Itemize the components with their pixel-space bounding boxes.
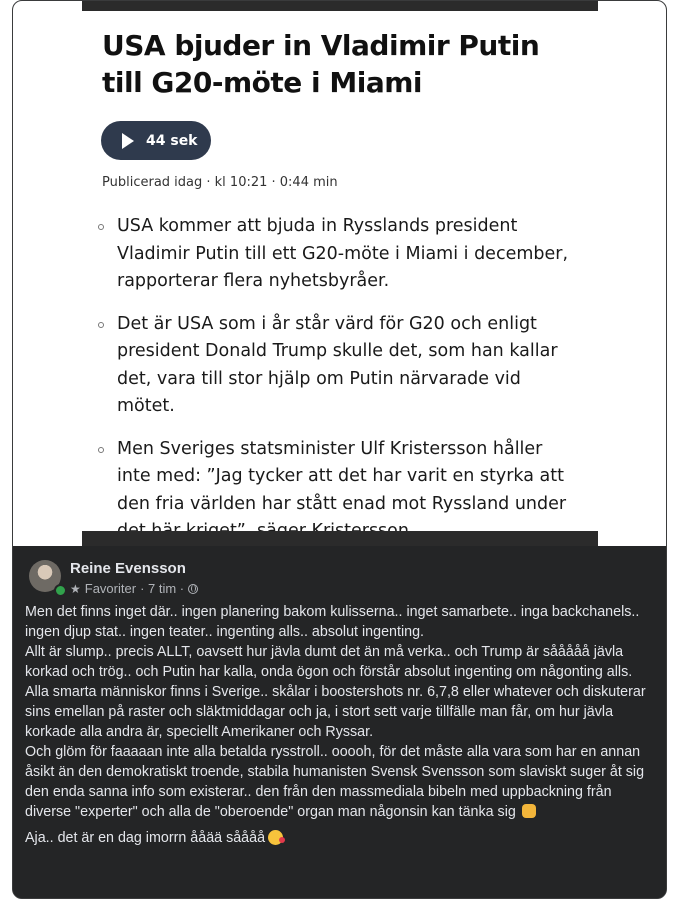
bullet-item: Men Sveriges statsminister Ulf Kristersson håller inte med: ”Jag tycker att det har varit en styrka att den fria världen har stått enad mot Ryssland under bbox=[98, 436, 578, 546]
article-bullets bbox=[98, 213, 578, 561]
star-icon: ★ bbox=[70, 581, 81, 596]
post-paragraph: Alla smarta människor finns i Sverige.. skålar i boostershots nr. 6,7,8 eller whatever och diskuterar sins emellan på raster och släktmiddagar och ja, i stort sett varje tillfälle man får, om hur jävla korkade alla andra är, speciellt Amerikaner och Ryssar. bbox=[25, 684, 646, 740]
play-icon bbox=[122, 133, 134, 149]
published-info: Publicerad idag · kl 10:21 · 0:44 min bbox=[102, 175, 338, 190]
screenshot-bottom-bar bbox=[82, 531, 598, 546]
article-page bbox=[82, 1, 598, 546]
audience-label[interactable]: Favoriter bbox=[84, 581, 137, 596]
post-paragraph: Allt är slump.. precis ALLT, oavsett hur jävla dumt det än må verka.. och Trump är sååååå jävla korkad och trög.. och Putin har kalla, onda ögon och förstår absolut ingenting om någonting alls. bbox=[25, 644, 633, 680]
online-status-icon bbox=[54, 584, 67, 597]
post-paragraph: Men det finns inget där.. ingen planering bakom kulisserna.. inget samarbete.. inga backchanels.. ingen djup stat.. ingen teater.. ingenting alls.. absolut ingenting. bbox=[25, 604, 640, 640]
video-play-button[interactable] bbox=[101, 121, 211, 160]
post-closing: Aja.. det är en dag imorrn ååää såååå bbox=[25, 828, 657, 848]
bullet-item: Det är USA som i år står värd för G20 och enligt president Donald Trump skulle det, som han kallar det, vara till stor hjälp om Putin närvarade vid mötet. bbox=[98, 311, 578, 421]
video-duration: 44 sek bbox=[146, 132, 198, 149]
post-content bbox=[13, 546, 667, 899]
post-card bbox=[12, 0, 667, 899]
bullet-icon bbox=[98, 447, 104, 453]
post-time[interactable]: · 7 tim · bbox=[140, 581, 185, 596]
ok-hand-emoji-icon bbox=[522, 804, 536, 818]
post-meta bbox=[70, 581, 198, 596]
article-headline: USA bjuder in Vladimir Putin till G20-möte i Miami bbox=[102, 29, 540, 99]
bullet-icon bbox=[98, 224, 104, 230]
bullet-icon bbox=[98, 322, 104, 328]
post-text bbox=[25, 602, 657, 848]
screenshot-top-bar bbox=[82, 1, 598, 11]
kissing-face-emoji-icon bbox=[268, 830, 283, 845]
bullet-item: USA kommer att bjuda in Rysslands president Vladimir Putin till ett G20-möte i Miami i december, rapporterar flera nyhetsbyråer. bbox=[98, 213, 578, 296]
author-name[interactable]: Reine Evensson bbox=[70, 560, 186, 577]
globe-icon[interactable] bbox=[188, 584, 198, 594]
post-paragraph-last: Och glöm för faaaaan inte alla betalda rysstroll.. ooooh, för det måste alla vara som har en annan åsikt än den demokratiskt troende, stabila humanisten Svensk Svensson som slaviskt suger åt sig den enda sanna info som existerar.. den från den massmediala bibeln med uppbackning från diverse "experter" och alla de "oberoende" organ man någonsin kan tänka sig bbox=[25, 744, 645, 820]
article-screenshot[interactable] bbox=[13, 1, 667, 546]
